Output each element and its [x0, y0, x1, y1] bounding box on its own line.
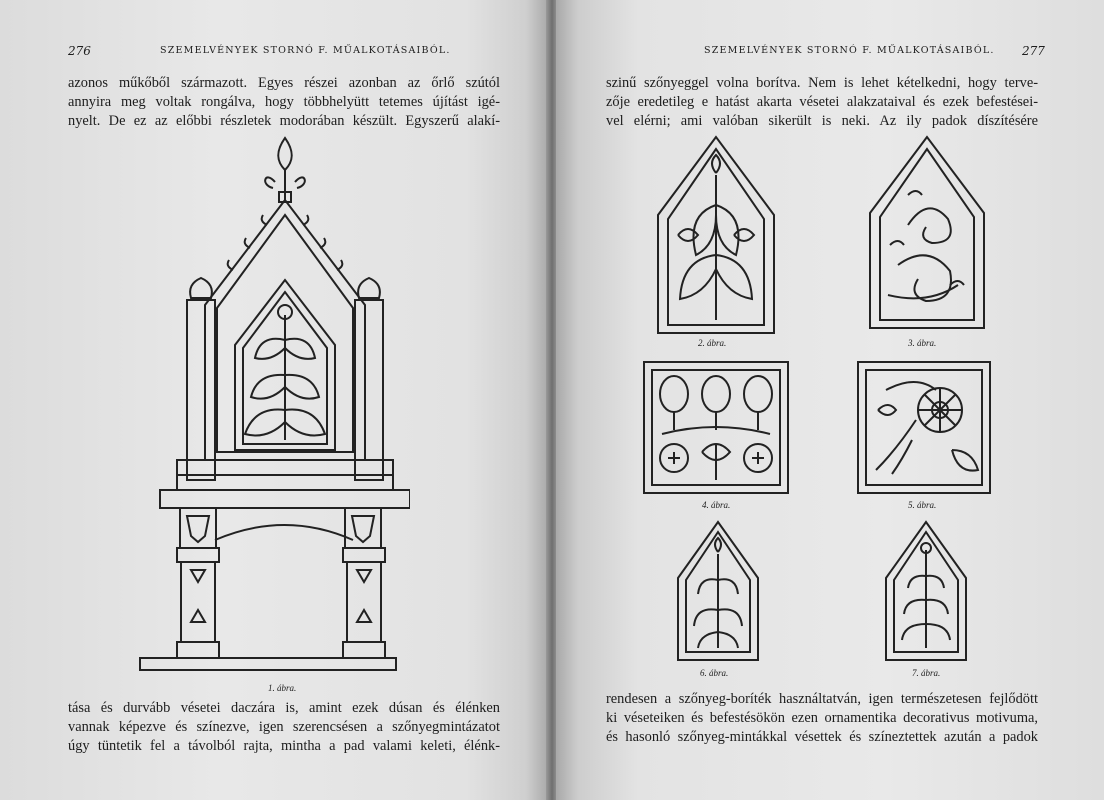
text-line: rendesen a szőnyeg-boríték használtatván, igen természetesen fejlődött	[606, 691, 1038, 707]
paragraph-bottom	[606, 690, 1038, 747]
figure-caption: 4. ábra.	[702, 500, 731, 510]
text-line: tása és durvább vésetei daczára is, amint ezek dúsan és élénken	[68, 700, 500, 716]
figure-caption: 1. ábra.	[268, 683, 297, 693]
text-line: vannak képezve és színezve, igen szerencsésen a szőnyegmintázatot	[68, 719, 500, 735]
paragraph-top	[606, 74, 1038, 131]
figure-6-pointed-panel	[676, 520, 760, 662]
figure-5-square-panel	[856, 360, 992, 495]
running-head: SZEMELVÉNYEK STORNÓ F. MŰALKOTÁSAIBÓL.	[160, 45, 451, 56]
figure-2-pointed-panel	[656, 135, 776, 335]
left-page	[0, 0, 548, 800]
paragraph-top	[68, 74, 500, 131]
figure-3-pointed-panel	[868, 135, 986, 330]
figure-caption: 6. ábra.	[700, 668, 729, 678]
figure-1-gothic-bench	[135, 130, 410, 685]
running-head: SZEMELVÉNYEK STORNÓ F. MŰALKOTÁSAIBÓL.	[704, 45, 995, 56]
text-line: vel elérni; ami valóban sikerült is neki. Az ily padok díszítésére	[606, 113, 1038, 129]
right-page	[556, 0, 1104, 800]
figure-caption: 5. ábra.	[908, 500, 937, 510]
page-number: 277	[1022, 44, 1045, 58]
figure-caption: 3. ábra.	[908, 338, 937, 348]
figure-7-pointed-panel	[884, 520, 968, 662]
text-line: és hasonló szőnyeg-mintákkal vésettek és színeztettek azután a padok	[606, 729, 1038, 745]
paragraph-bottom	[68, 699, 500, 756]
text-line: nyelt. De ez az előbbi részletek modorában készült. Egyszerű alakí-	[68, 113, 500, 129]
text-line: azonos műkőből származott. Egyes részei azonban az őrlő szútól	[68, 75, 500, 91]
figure-4-square-panel	[642, 360, 790, 495]
text-line: zője eredetileg e hatást akarta vésetei alakzataival és ezek befestései-	[606, 94, 1038, 110]
text-line: ki véseteiken és befestésökön ezen ornamentika decorativus motivuma,	[606, 710, 1038, 726]
figure-caption: 7. ábra.	[912, 668, 941, 678]
text-line: úgy tüntetik fel a távolból rajta, mintha a pad valami keleti, élénk-	[68, 738, 500, 754]
text-line: annyira meg voltak rongálva, hogy többhelyütt tetemes újítást igé-	[68, 94, 500, 110]
page-number: 276	[68, 44, 91, 58]
text-line: szinű szőnyeggel volna borítva. Nem is lehet kételkedni, hogy terve-	[606, 75, 1038, 91]
figure-caption: 2. ábra.	[698, 338, 727, 348]
